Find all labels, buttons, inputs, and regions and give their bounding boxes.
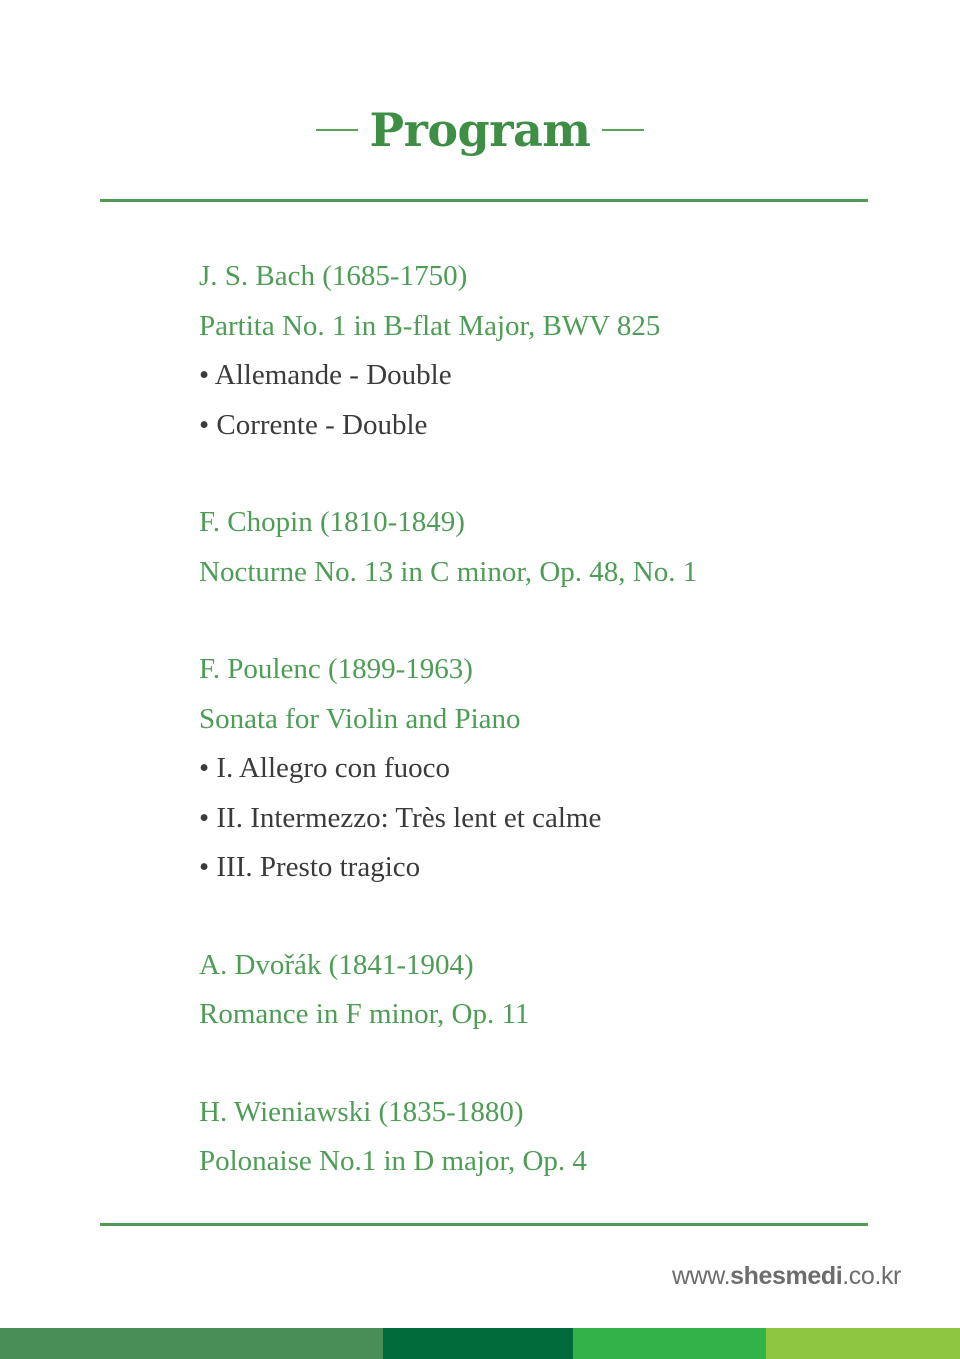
- program-piece: [199, 498, 879, 597]
- program-piece: [199, 941, 879, 1040]
- movement-item: • Allemande - Double: [199, 359, 452, 391]
- footer-color-bar: [0, 1328, 960, 1359]
- movement-item: • II. Intermezzo: Très lent et calme: [199, 801, 602, 834]
- footer-bar-segment: [766, 1328, 960, 1359]
- work-title: Partita No. 1 in B-flat Major, BWV 825: [199, 309, 661, 342]
- program-list: [199, 252, 879, 1235]
- movement-item: • III. Presto tragico: [199, 851, 421, 883]
- page-header: [0, 95, 960, 165]
- work-title: Romance in F minor, Op. 11: [199, 998, 530, 1030]
- program-piece: [199, 1088, 879, 1187]
- composer-name: J. S. Bach (1685-1750): [199, 260, 468, 292]
- work-title: Sonata for Violin and Piano: [199, 702, 521, 735]
- bottom-divider: [100, 1223, 868, 1226]
- website-url[interactable]: [672, 1262, 901, 1291]
- footer-bar-segment: [0, 1328, 383, 1359]
- movement-item: • I. Allegro con fuoco: [199, 752, 450, 784]
- top-divider: [100, 199, 868, 202]
- site-suffix: .co.kr: [842, 1262, 901, 1290]
- program-piece: [199, 252, 879, 450]
- footer-bar-segment: [573, 1328, 766, 1359]
- page-title: Program: [369, 103, 591, 157]
- site-prefix: www.: [671, 1262, 731, 1290]
- composer-name: F. Poulenc (1899-1963): [199, 653, 473, 685]
- movement-item: • Corrente - Double: [199, 408, 428, 441]
- site-brand: shesmedi: [730, 1262, 843, 1290]
- title-dash-left: [316, 129, 358, 131]
- composer-name: A. Dvořák (1841-1904): [199, 948, 474, 981]
- composer-name: F. Chopin (1810-1849): [199, 506, 465, 538]
- title-dash-right: [602, 129, 644, 131]
- program-piece: [199, 645, 879, 893]
- work-title: Polonaise No.1 in D major, Op. 4: [199, 1145, 587, 1177]
- work-title: Nocturne No. 13 in C minor, Op. 48, No. 1: [199, 555, 698, 588]
- footer-bar-segment: [383, 1328, 573, 1359]
- composer-name: H. Wieniawski (1835-1880): [199, 1095, 524, 1128]
